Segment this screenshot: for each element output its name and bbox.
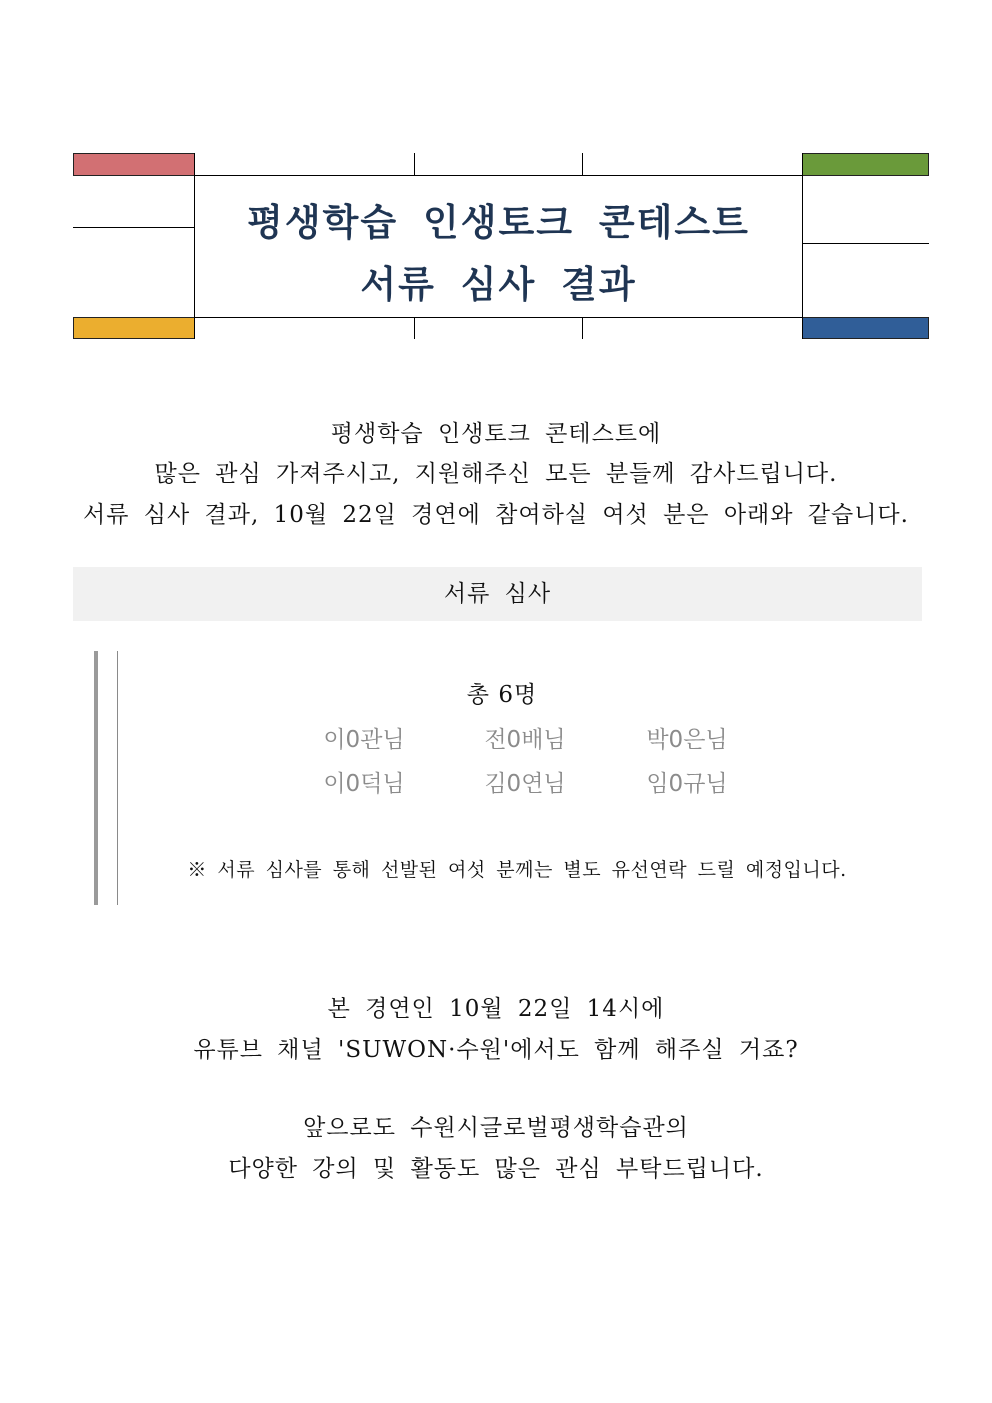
intro-line-2: 많은 관심 가져주시고, 지원해주신 모든 분들께 감사드립니다. <box>154 461 838 487</box>
selected-name: 임0규님 <box>646 771 728 797</box>
closing-line-2: 유튜브 채널 'SUWON·수원'에서도 함께 해주실 거죠? <box>193 1037 799 1063</box>
selected-name: 박0은님 <box>646 727 728 753</box>
header-tick-bottom-1 <box>414 317 415 339</box>
closing-line-4: 다양한 강의 및 활동도 많은 관심 부탁드립니다. <box>228 1156 764 1182</box>
selected-name: 김0연님 <box>484 771 566 797</box>
page-title: 평생학습 인생토크 콘테스트 <box>247 201 750 244</box>
selected-name: 이0덕님 <box>323 771 405 797</box>
total-count: 총 6명 <box>466 682 538 708</box>
header-rule-left-mid <box>73 227 195 228</box>
intro-line-1: 평생학습 인생토크 콘테스트에 <box>330 421 662 447</box>
closing-line-3: 앞으로도 수원시글로벌평생학습관의 <box>303 1115 689 1141</box>
page-subtitle: 서류 심사 결과 <box>360 263 637 306</box>
header-tick-top-2 <box>582 153 583 175</box>
header-block-bottom-left <box>73 317 195 339</box>
header-rule-right-mid <box>802 243 929 244</box>
closing-line-1: 본 경연인 10월 22일 14시에 <box>327 996 665 1022</box>
header-rule-top <box>195 175 802 176</box>
header-tick-top-1 <box>414 153 415 175</box>
header-rule-bottom <box>195 317 802 318</box>
quote-bar-thick <box>94 651 98 905</box>
selected-name: 전0배님 <box>484 727 566 753</box>
header-tick-bottom-2 <box>582 317 583 339</box>
header-rule-right <box>802 153 803 339</box>
selected-name: 이0관님 <box>323 727 405 753</box>
header-block-top-right <box>802 153 929 176</box>
notice-text: ※ 서류 심사를 통해 선발된 여섯 분께는 별도 유선연락 드릴 예정입니다. <box>187 859 847 881</box>
header-block-bottom-right <box>802 317 929 339</box>
section-title: 서류 심사 <box>443 581 552 607</box>
section-header <box>73 567 922 621</box>
header-rule-left <box>194 153 195 339</box>
intro-line-3: 서류 심사 결과, 10월 22일 경연에 참여하실 여섯 분은 아래와 같습니다. <box>83 502 909 528</box>
header-block-top-left <box>73 153 195 176</box>
